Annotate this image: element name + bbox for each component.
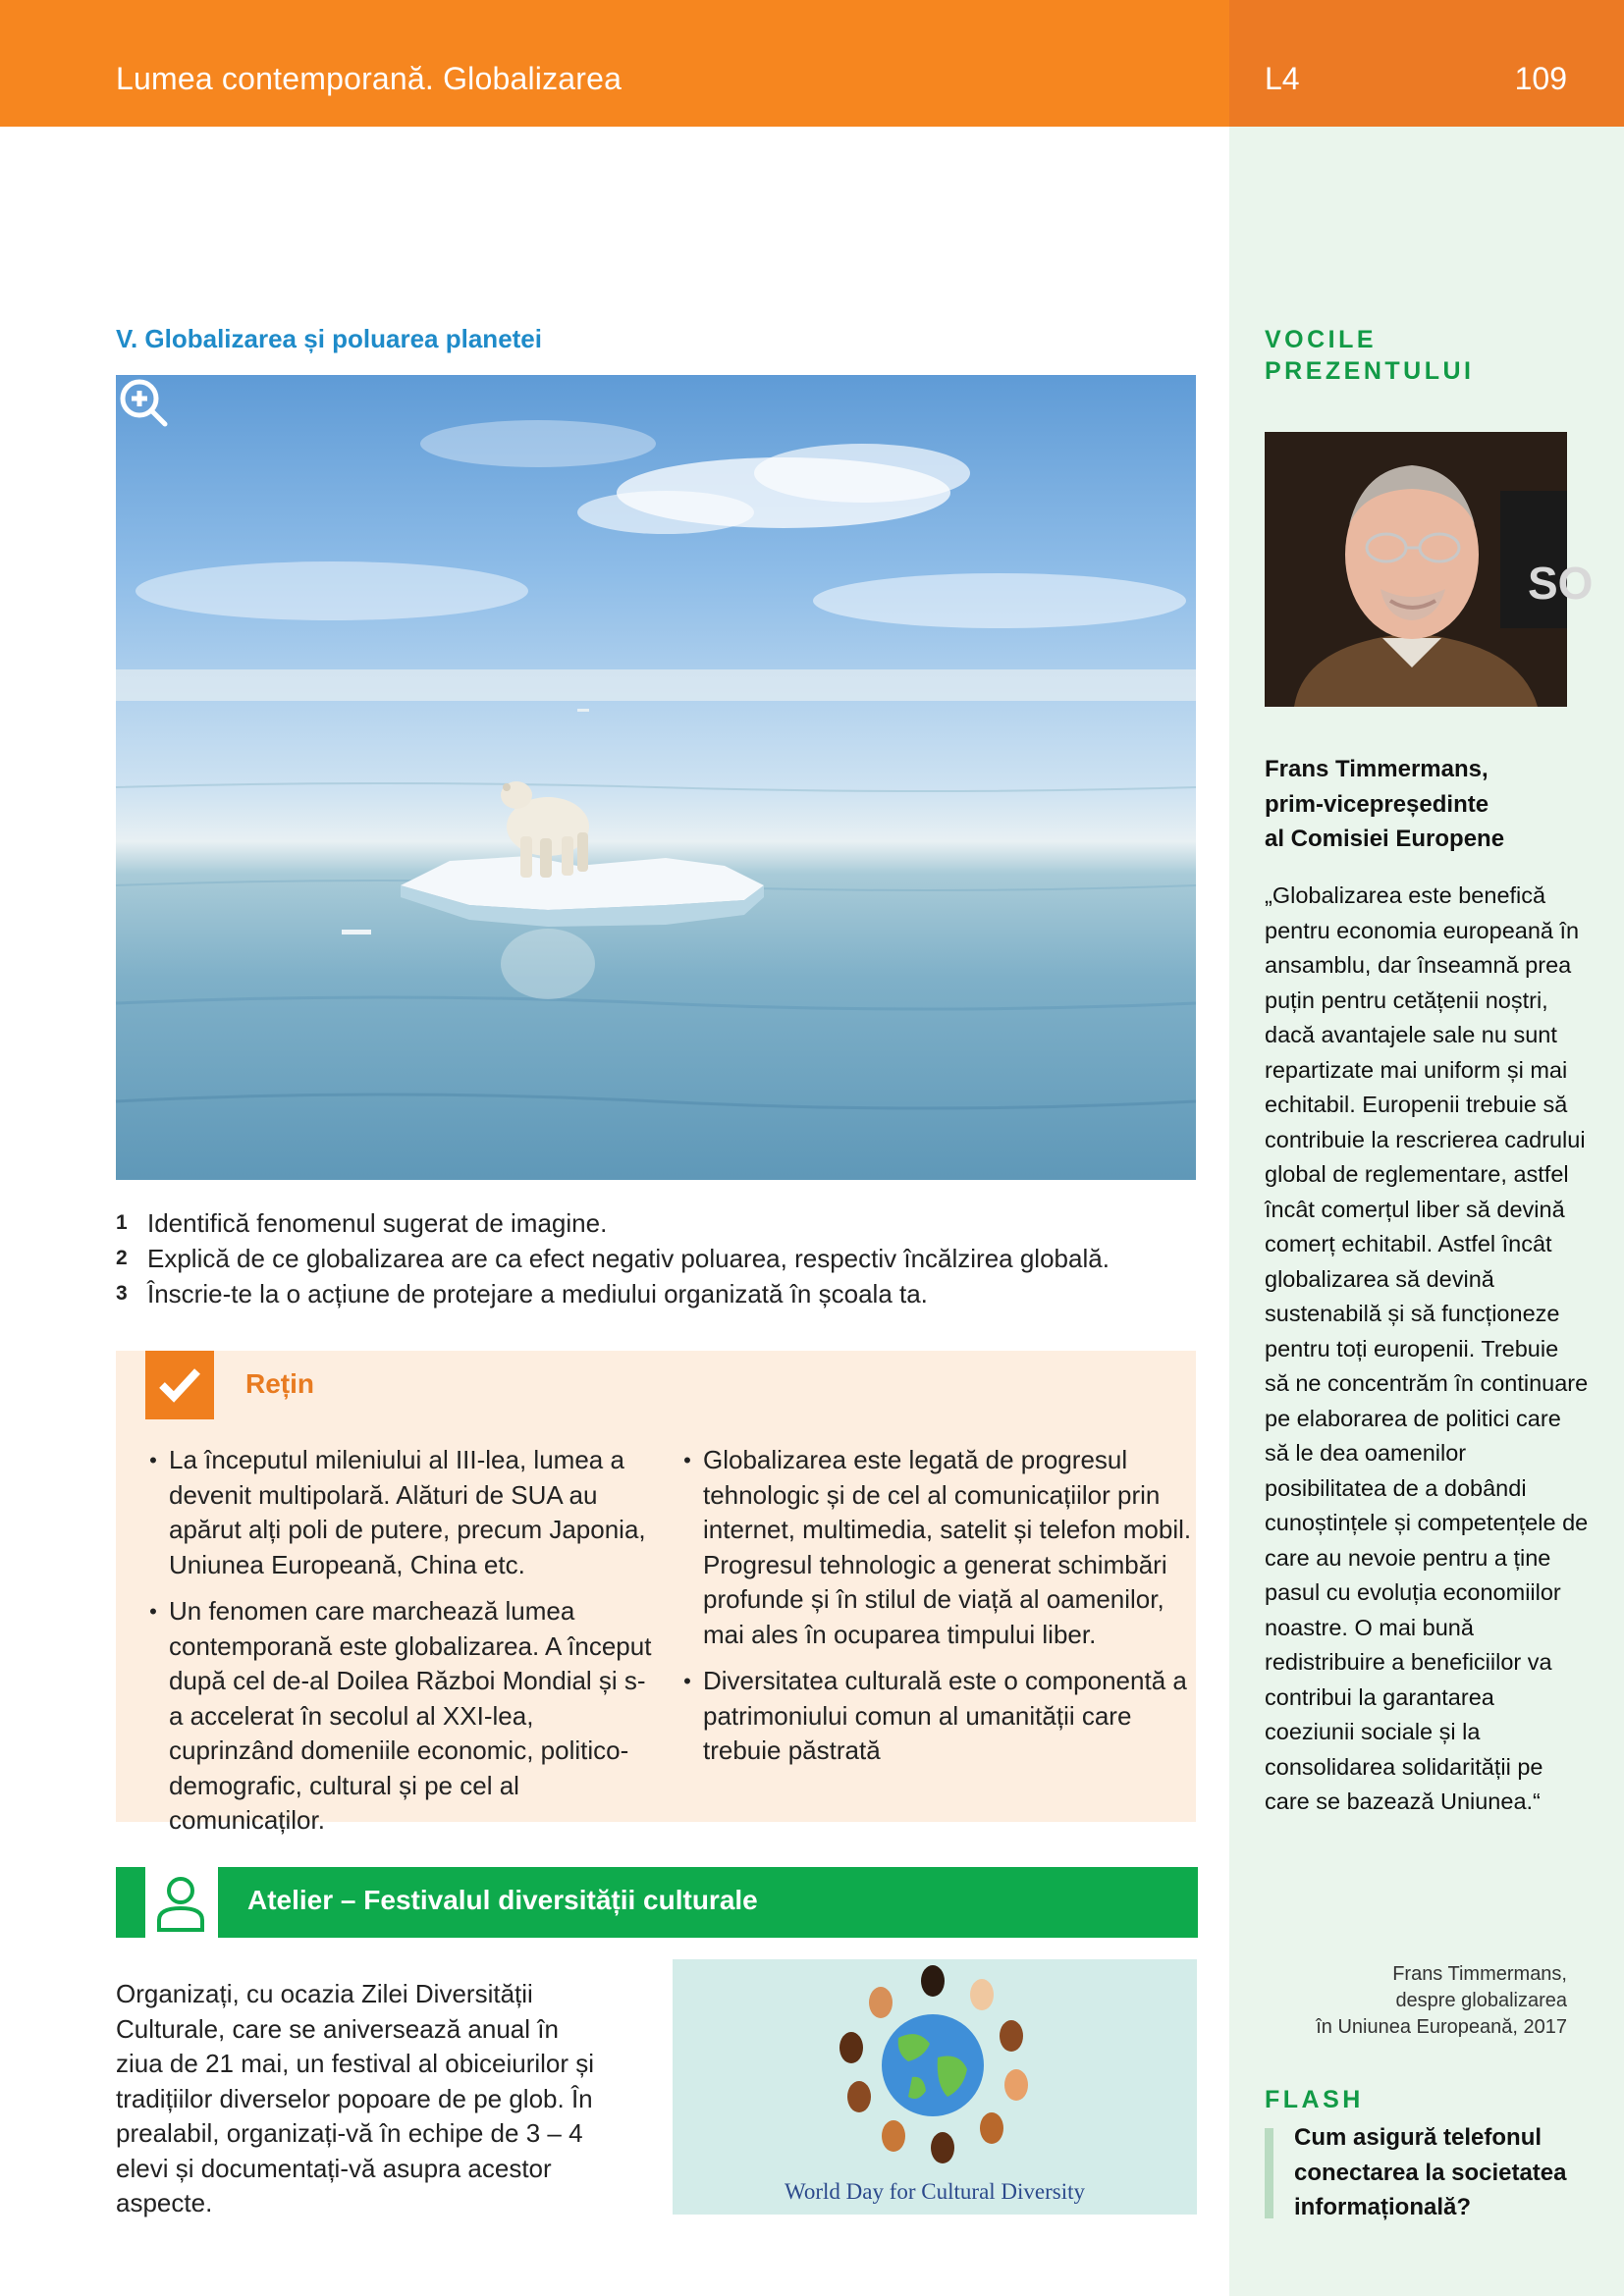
attribution-line: Frans Timmermans, [1392, 1963, 1567, 1985]
question-text: Explică de ce globalizarea are ca efect negativ poluarea, respectiv încălzirea globală. [147, 1244, 1110, 1273]
atelier-text: Organizați, cu ocazia Zilei Diversității Culturale, care se aniversează anual în ziua de 21 mai, un festival al obiceiurilor și tradițiilor diverselor popoare de pe glob. În prealabil, organizați-vă în echipe de 3 – 4 elevi și documentați-vă asupra acestor aspecte. [116, 1979, 595, 2217]
zoom-in-icon[interactable] [116, 375, 171, 430]
quote-attribution [1265, 1961, 1567, 2041]
portrait-photo [1265, 432, 1594, 707]
bullet-icon: • [149, 1448, 157, 1472]
retin-column-right [672, 1443, 1192, 1781]
question-text: Înscrie-te la o acțiune de protejare a mediului organizată în școala ta. [147, 1279, 928, 1308]
svg-text:SO: SO [1528, 558, 1594, 609]
atelier-title: Atelier – Festivalul diversității culturale [247, 1885, 758, 1915]
check-icon [145, 1351, 214, 1419]
questions-list [116, 1205, 1206, 1311]
cultural-diversity-image [673, 1959, 1197, 2215]
question-item [116, 1205, 1206, 1241]
image-caption: World Day for Cultural Diversity [784, 2179, 1086, 2204]
list-item-text: La începutul mileniului al III-lea, lumea a devenit multipolară. Alături de SUA au apărut alți poli de putere, precum Japonia, Uniunea Europeană, China etc. [169, 1445, 646, 1579]
speaker-name: Frans Timmermans, [1265, 756, 1489, 782]
question-number: 1 [116, 1211, 128, 1234]
bullet-icon: • [683, 1669, 691, 1693]
question-item [116, 1241, 1206, 1276]
retin-column-left [137, 1443, 658, 1850]
polar-bear-photo [116, 375, 1196, 1180]
flash-heading: FLASH [1265, 2086, 1364, 2113]
list-item [137, 1443, 658, 1582]
bullet-icon: • [149, 1599, 157, 1624]
attribution-line: despre globalizarea [1395, 1990, 1567, 2011]
list-item [137, 1594, 658, 1839]
flash-accent-bar [1265, 2128, 1273, 2218]
flash-question: Cum asigură telefonul conectarea la societatea informațională? [1294, 2124, 1567, 2220]
question-number: 2 [116, 1247, 128, 1269]
attribution-line: în Uniunea Europeană, 2017 [1316, 2016, 1567, 2038]
chapter-title: Lumea contemporană. Globalizarea [116, 61, 623, 96]
globe-hands-icon [673, 1959, 1197, 2215]
list-item [672, 1443, 1192, 1652]
question-number: 3 [116, 1282, 128, 1305]
speaker-info [1265, 752, 1589, 857]
speaker-org: al Comisiei Europene [1265, 826, 1505, 852]
person-icon [153, 1871, 208, 1934]
list-item-text: Globalizarea este legată de progresul tehnologic și de cel al comunicațiilor prin internet, multimedia, satelit și telefon mobil. Progresul tehnologic a generat schimbări profunde și în stilul de viață al oamenilor, mai ales în ocuparea timpului liber. [703, 1445, 1192, 1649]
list-item [672, 1664, 1192, 1769]
list-item-text: Un fenomen care marchează lumea contemporană este globalizarea. A început după cel de-al Doilea Război Mondial și s-a accelerat în secolul al XXI-lea, cuprinzând domeniile economic, politico-demografic, cultural și pe cel al comunicaților. [169, 1596, 652, 1835]
lesson-label: L4 [1265, 61, 1300, 96]
retin-title: Rețin [245, 1368, 314, 1399]
atelier-stripe [116, 1867, 145, 1938]
section-title: V. Globalizarea și poluarea planetei [116, 324, 542, 353]
question-text: Identifică fenomenul sugerat de imagine. [147, 1208, 608, 1238]
polar-bear-illustration [116, 375, 1196, 1180]
speaker-quote: „Globalizarea este benefică pentru economia europeană în ansamblu, dar înseamnă prea puțin pentru cetățenii noștri, dacă avantajele sale nu sunt repartizate mai uniform și mai echitabil. Europenii trebuie să contribuie la rescrierea cadrului global de reglementare, astfel încât comerțul liber să devină comerț echitabil. Astfel încât globalizarea să devină sustenabilă și să funcționeze pentru toți europenii. Trebuie să ne concentrăm în continuare pe elaborarea de politici care să le dea oamenilor posibilitatea de a dobândi cunoștințele și competențele de care au nevoie pentru a ține pasul cu evoluția economiilor noastre. O mai bună redistribuire a beneficiilor va contribui la garantarea coeziunii sociale și la consolidarea solidarității pe care se bazează Uniunea.“ [1265, 882, 1589, 1814]
bullet-icon: • [683, 1448, 691, 1472]
speaker-role: prim-vicepreședinte [1265, 790, 1489, 818]
page-number: 109 [1514, 61, 1567, 96]
list-item-text: Diversitatea culturală este o componentă a patrimoniului comun al umanității care trebuie păstrată [703, 1666, 1187, 1765]
speaker-portrait [1265, 432, 1594, 707]
question-item [116, 1276, 1206, 1311]
sidebar-heading: VOCILE PREZENTULUI [1265, 326, 1475, 385]
